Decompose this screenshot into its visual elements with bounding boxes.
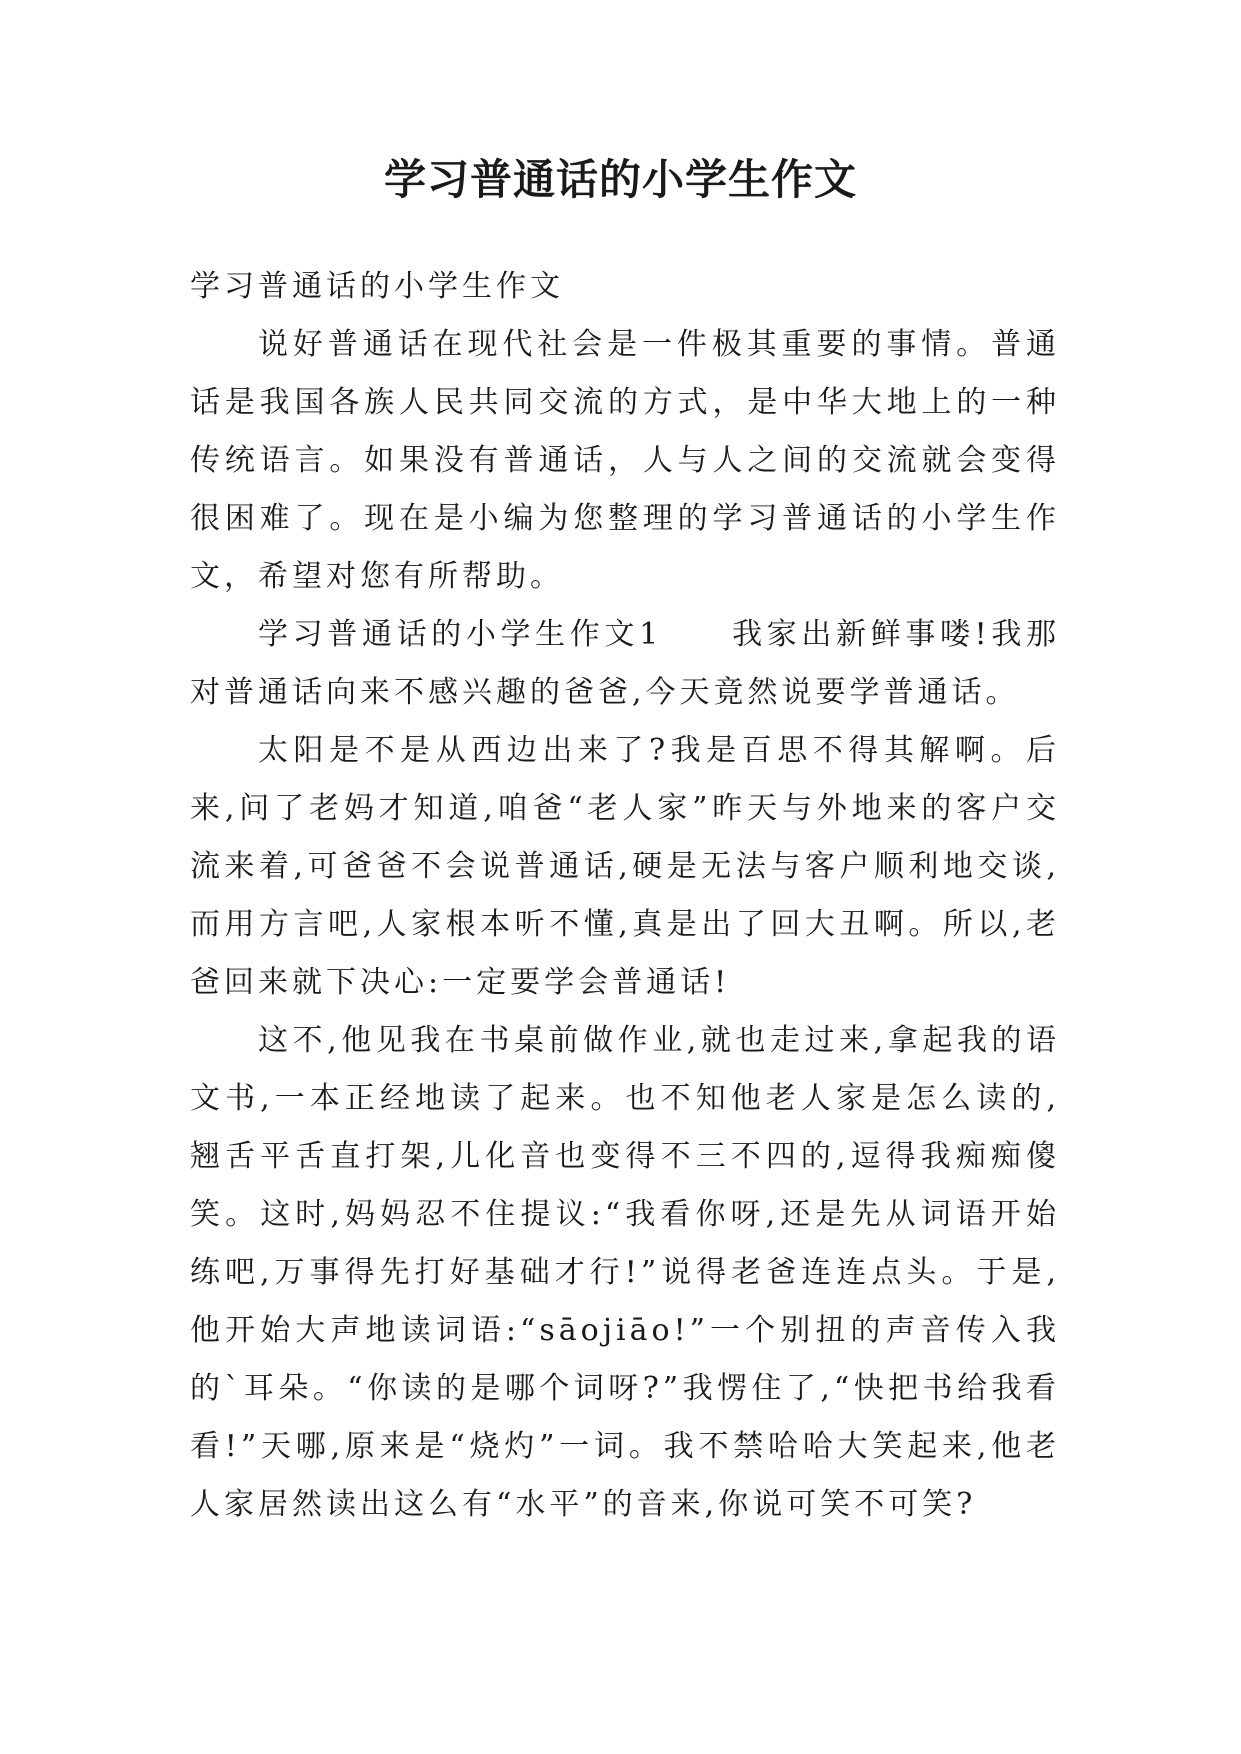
paragraph-essay-start: 学习普通话的小学生作文1 我家出新鲜事喽!我那对普通话向来不感兴趣的爸爸,今天竟然说要学普通话。: [190, 617, 1060, 710]
document-body: [190, 258, 1060, 1534]
paragraph-sun-west: 太阳是不是从西边出来了?我是百思不得其解啊。后来,问了老妈才知道,咱爸“老人家”昨天与外地来的客户交流来着,可爸爸不会说普通话,硬是无法与客户顺利地交谈,而用方言吧,人家根本听不懂,真是出了回大丑啊。所以,老爸回来就下决心:一定要学会普通话!: [190, 733, 1060, 1000]
document-subtitle: 学习普通话的小学生作文: [190, 269, 564, 304]
paragraph-reading-practice: 这不,他见我在书桌前做作业,就也走过来,拿起我的语文书,一本正经地读了起来。也不知他老人家是怎么读的,翘舌平舌直打架,儿化音也变得不三不四的,逗得我痴痴傻笑。这时,妈妈忍不住提议:“我看你呀,还是先从词语开始练吧,万事得先打好基础才行!”说得老爸连连点头。于是,他开始大声地读词语:“sāojiāo!”一个别扭的声音传入我的`耳朵。“你读的是哪个词呀?”我愣住了,“快把书给我看看!”天哪,原来是“烧灼”一词。我不禁哈哈大笑起来,他老人家居然读出这么有“水平”的音来,你说可笑不可笑?: [190, 1023, 1060, 1522]
document-title: 学习普通话的小学生作文: [383, 155, 857, 204]
paragraph-intro: 说好普通话在现代社会是一件极其重要的事情。普通话是我国各族人民共同交流的方式，是中华大地上的一种传统语言。如果没有普通话，人与人之间的交流就会变得很困难了。现在是小编为您整理的学习普通话的小学生作文，希望对您有所帮助。: [190, 327, 1060, 594]
